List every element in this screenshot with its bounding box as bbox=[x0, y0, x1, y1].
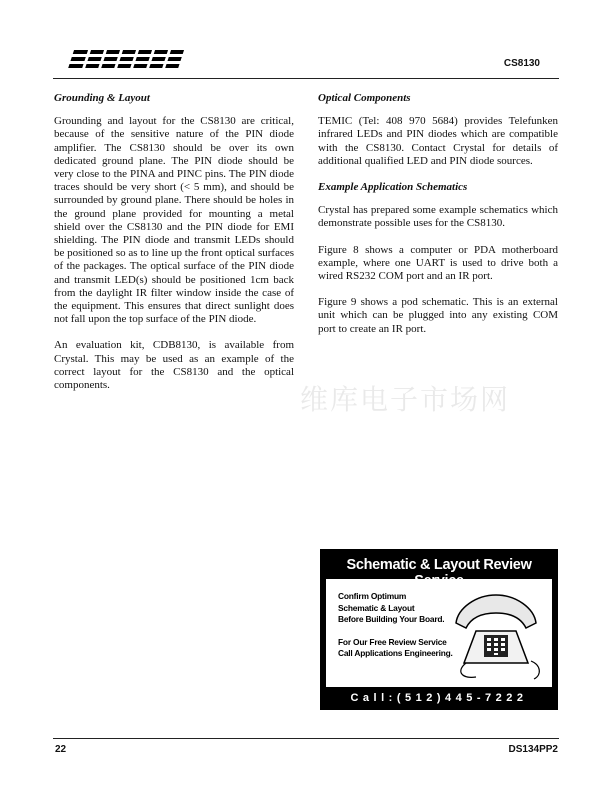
section-heading-grounding: Grounding & Layout bbox=[54, 92, 150, 104]
watermark: 维库电子市场网 bbox=[300, 383, 511, 416]
header-rule bbox=[53, 78, 559, 79]
telephone-icon bbox=[446, 583, 546, 683]
right-column bbox=[318, 92, 558, 349]
review-service-ad bbox=[320, 549, 558, 710]
document-code: DS134PP2 bbox=[508, 744, 558, 755]
paragraph: Figure 9 shows a pod schematic. This is an external unit which can be plugged into any existing COM port to create an IR port. bbox=[318, 296, 558, 335]
ad-phone-number: Call:(512)445-7222 bbox=[350, 692, 528, 704]
left-column bbox=[54, 92, 294, 405]
paragraph: An evaluation kit, CDB8130, is available from Crystal. This may be used as an example of the correct layout for the CS8130 and the optical components. bbox=[54, 339, 294, 392]
part-number: CS8130 bbox=[503, 58, 540, 69]
crystal-logo-graphic bbox=[66, 44, 186, 74]
ad-line: Schematic & Layout bbox=[338, 602, 415, 613]
ad-line: Confirm Optimum bbox=[338, 591, 407, 601]
footer-rule bbox=[53, 738, 559, 739]
paragraph: Grounding and layout for the CS8130 are critical, because of the sensitive nature of the PIN diode amplifier. The CS8130 should be over its own dedicated ground plane. The PIN diode should be very close to the PINA and PINC pins. The PIN diode traces should be very short (< 5 mm), and should be surrounded by ground plane. There should be holes in the ground plane provided for mounting a metal shield over the CS8130 and the PIN diode for EMI shielding. The PIN diode and transmit LEDs should be positioned so as to line up the front optical surfaces of the packages. The optical surface of the PIN diode and transmit LED(s) should be positioned 1cm back from the daylight IR filter window inside the case of the equipment. This ensures that direct sunlight does not fall upon the top surface of the PIN diode. bbox=[54, 115, 294, 326]
ad-title: Schematic & Layout Review bbox=[346, 557, 532, 573]
paragraph: Crystal has prepared some example schematics which demonstrate possible uses for the CS8130. bbox=[318, 204, 558, 230]
ad-line: Call Applications Engineering. bbox=[338, 648, 453, 659]
crystal-logo bbox=[66, 44, 186, 74]
ad-panel bbox=[326, 579, 552, 687]
page-number: 22 bbox=[55, 744, 67, 755]
section-heading-optical: Optical Components bbox=[318, 92, 411, 104]
paragraph: TEMIC (Tel: 408 970 5684) provides Telefunken infrared LEDs and PIN diodes which are compatible with the CS8130. Contact Crystal for details of additional qualified LED and PIN diode sources. bbox=[318, 115, 558, 167]
section-heading-schematics: Example Application Schematics bbox=[318, 181, 468, 194]
paragraph: Figure 8 shows a computer or PDA motherboard example, where one UART is used to drive both a wired RS232 COM port and an IR port. bbox=[318, 243, 558, 283]
ad-line: For Our Free Review Service bbox=[338, 636, 447, 647]
ad-line: Before Building Your Board. bbox=[338, 614, 445, 625]
